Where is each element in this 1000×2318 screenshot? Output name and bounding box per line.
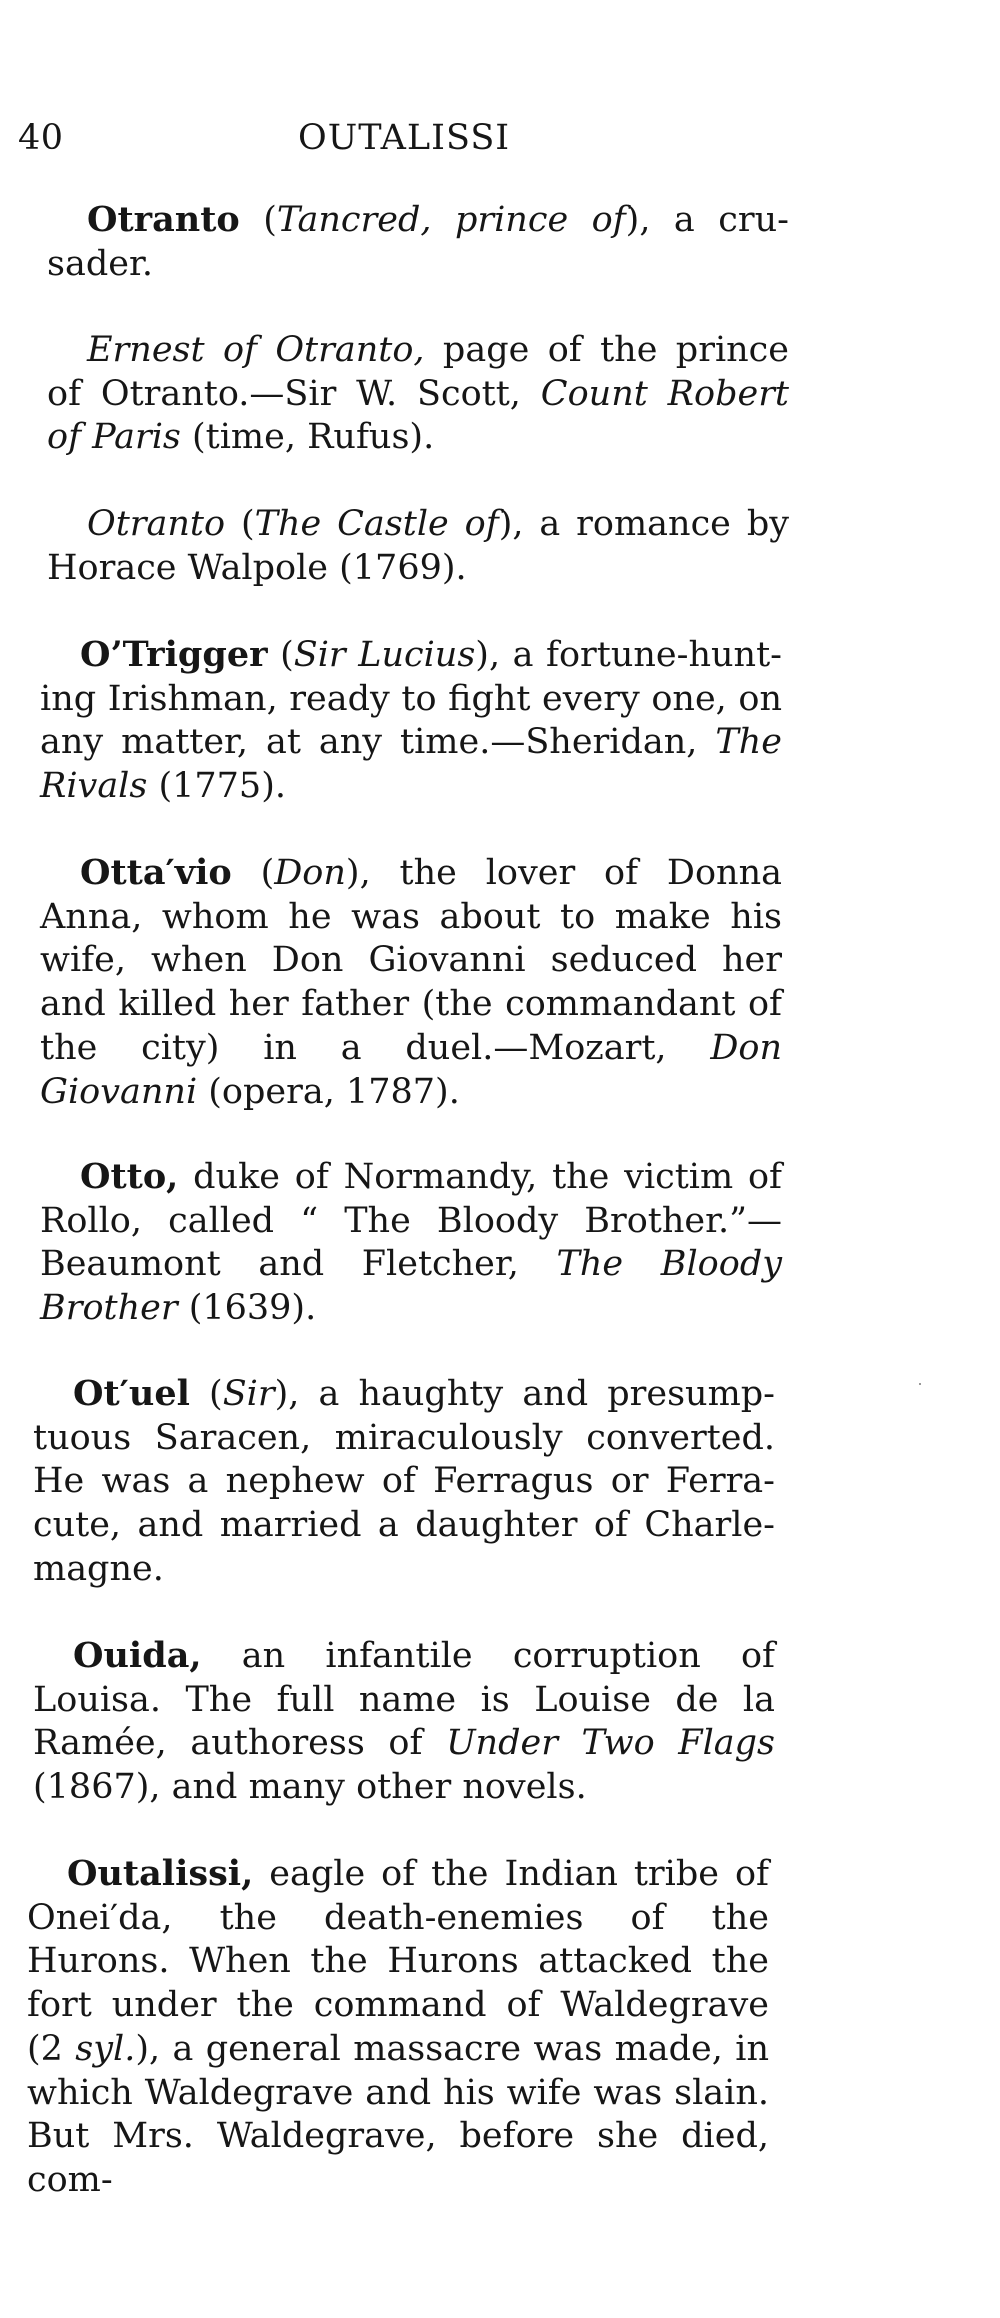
- entry-otranto: [47, 198, 789, 286]
- entry-otto-italic-text: The Bloody Brother: [40, 1244, 782, 1329]
- entry-ottavio-italic-text: Don: [274, 853, 346, 893]
- entry-otrigger-headword: O’Trigger: [80, 634, 268, 675]
- page-number: 40: [18, 118, 64, 158]
- entry-otranto-italic-text: Tancred, prince of: [276, 200, 626, 240]
- entry-ernest-body-text: page of the prince of Otranto.—Sir W. Scott,: [47, 330, 789, 414]
- entry-ottavio-body-text: (opera, 1787).: [197, 1071, 460, 1112]
- entry-otuel-headword: Ot′uel: [73, 1373, 190, 1414]
- entry-otrigger-body-text: (1775).: [147, 766, 286, 807]
- entry-ernest-italic-text: Count Robert of Paris: [47, 373, 789, 458]
- entry-ottavio-headword: Otta′vio: [80, 852, 232, 893]
- running-title: OUTALISSI: [298, 118, 511, 158]
- entry-outalissi-headword: Outalissi,: [67, 1853, 254, 1894]
- entry-outalissi: [27, 1852, 769, 2203]
- entry-castle-italic-text: Otranto: [87, 504, 226, 544]
- entry-ottavio-body-text: (: [231, 853, 275, 893]
- entry-castle-body-text: ), a romance by Horace Walpole (1769).: [47, 504, 789, 588]
- entry-outalissi-body-text: eagle of the Indian tribe of Onei′da, the death-enemies of the Hurons. When the Hurons attacked the fort under the command of Waldegrave (2: [27, 1854, 769, 2069]
- entry-outalissi-italic-text: syl.: [75, 2028, 136, 2069]
- entry-ouida-body-text: (1867), and many other novels.: [33, 1767, 587, 1808]
- entry-ernest-body-text: (time, Rufus).: [180, 417, 435, 458]
- entry-ouida-body-text: an infantile corruption of Louisa. The full name is Louise de la Ramée, authoress of: [33, 1636, 775, 1764]
- entry-otranto-headword: Otranto: [87, 199, 240, 240]
- entry-ottavio-body-text: ), the lover of Donna Anna, whom he was about to make his wife, when Don Giovanni seduced her and killed her father (the commandant of the city) in a duel.—Mozart,: [40, 853, 783, 1068]
- entry-otranto-body-text: (: [239, 200, 277, 240]
- entry-otuel-italic-text: Sir: [222, 1374, 275, 1414]
- entry-castle-of-otranto: [47, 503, 789, 590]
- running-header: [18, 118, 778, 168]
- entry-ottavio-italic-text: Don Giovanni: [40, 1027, 782, 1112]
- entry-otto: [40, 1155, 782, 1331]
- entry-ottavio: [40, 851, 782, 1114]
- entry-otranto-body-text: ), a cru-sader.: [47, 200, 789, 284]
- entry-otrigger-italic-text: The Rivals: [40, 722, 782, 807]
- entry-ernest-of-otranto: [47, 329, 789, 460]
- paper-speck: [919, 1383, 921, 1385]
- entry-otto-headword: Otto,: [80, 1156, 179, 1197]
- entry-castle-body-text: (: [225, 504, 255, 544]
- entry-otuel-body-text: ), a haughty and presump-tuous Saracen, miraculously converted. He was a nephew of Ferragus or Ferra-cute, and married a daughter of Charle-magne.: [33, 1374, 776, 1589]
- entry-castle-italic-text: The Castle of: [254, 504, 499, 544]
- entry-outalissi-body-text: ), a general massacre was made, in which Waldegrave and his wife was slain. But Mrs. Waldegrave, before she died, com-: [27, 2028, 769, 2200]
- entry-otto-body-text: (1639).: [177, 1288, 317, 1329]
- entry-ouida: [33, 1634, 775, 1810]
- entry-otuel: [33, 1372, 775, 1592]
- entry-otuel-body-text: (: [189, 1374, 223, 1414]
- entry-otrigger-body-text: (: [267, 635, 294, 675]
- entry-ernest-italic-text: Ernest of Otranto,: [87, 330, 425, 370]
- entry-otrigger-italic-text: Sir Lucius: [293, 635, 476, 675]
- entry-otrigger: [40, 633, 782, 809]
- entry-otto-body-text: duke of Normandy, the victim of Rollo, called “ The Bloody Brother.”— Beaumont and Fletcher,: [40, 1157, 782, 1285]
- entry-ouida-italic-text: Under Two Flags: [446, 1723, 775, 1764]
- entry-otrigger-body-text: ), a fortune-hunt-ing Irishman, ready to fight every one, on any matter, at any time.—Sheridan,: [40, 635, 782, 763]
- entry-ouida-headword: Ouida,: [73, 1635, 202, 1676]
